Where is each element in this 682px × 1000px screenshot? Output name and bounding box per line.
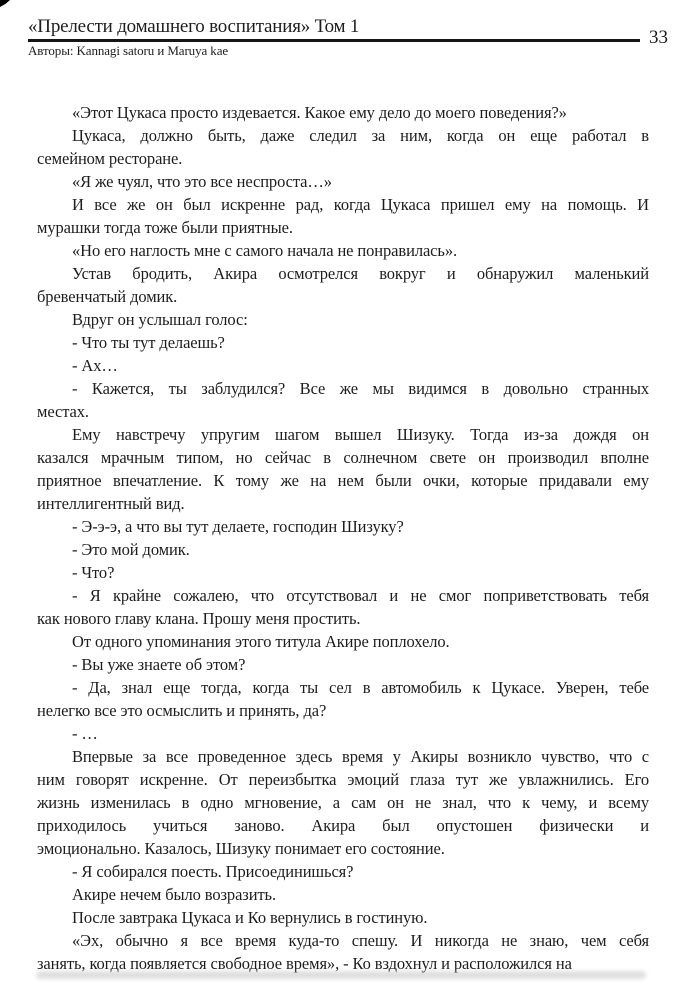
page-text — [37, 101, 649, 975]
page-header — [28, 16, 668, 59]
text-line: - Что? — [72, 563, 115, 582]
text-line: нелегко все это осмыслить и принять, да? — [37, 701, 327, 720]
authors-line: Авторы: Kannagi satoru и Maruya kae — [28, 43, 229, 58]
text-line: бревенчатый домик. — [37, 287, 178, 306]
text-line: как нового главу клана. Прошу меня простить. — [37, 609, 361, 628]
text-line: - Вы уже знаете об этом? — [72, 655, 246, 674]
text-line: И все же он был искренне рад, когда Цукаса пришел ему на помощь. И — [72, 195, 649, 214]
text-line: интеллигентный вид. — [37, 494, 185, 513]
text-line: - Да, знал еще тогда, когда ты сел в автомобиль к Цукасе. Уверен, тебе — [72, 678, 649, 697]
text-line: занять, когда появляется свободное время», - Ко вздохнул и расположился на — [37, 954, 572, 973]
text-line: ним говорят искренне. От переизбытка эмоций глаза тут же увлажнились. Его — [37, 770, 649, 789]
text-line: - … — [72, 724, 98, 743]
text-line: - Я собирался поесть. Присоединишься? — [72, 862, 354, 881]
text-line: - Э-э-э, а что вы тут делаете, господин Шизуку? — [72, 517, 404, 536]
text-line: Устав бродить, Акира осмотрелся вокруг и обнаружил маленький — [72, 264, 649, 283]
text-line: «Я же чуял, что это все неспроста…» — [72, 172, 332, 191]
text-line: - Что ты тут делаешь? — [72, 333, 225, 352]
text-line: После завтрака Цукаса и Ко вернулись в гостиную. — [72, 908, 428, 927]
text-line: местах. — [37, 402, 89, 421]
text-line: Ему навстречу упругим шагом вышел Шизуку. Тогда из-за дождя он — [72, 425, 649, 444]
header-row — [28, 16, 668, 48]
text-line: семейном ресторане. — [37, 149, 183, 168]
text-line: - Ах… — [72, 356, 118, 375]
text-line: Впервые за все проведенное здесь время у Акиры возникло чувство, что с — [72, 747, 649, 766]
title-underline — [28, 16, 640, 42]
text-line: - Я крайне сожалею, что отсутствовал и не смог поприветствовать тебя — [72, 586, 649, 605]
scan-ghost-line — [36, 971, 646, 979]
text-line: «Эх, обычно я все время куда-то спешу. И никогда не знаю, чем себя — [72, 931, 649, 950]
text-line: приятное впечатление. К тому же на нем были очки, которые придавали ему — [37, 471, 649, 490]
text-line: «Этот Цукаса просто издевается. Какое ему дело до моего поведения?» — [72, 103, 567, 122]
text-line: Цукаса, должно быть, даже следил за ним, когда он еще работал в — [72, 126, 649, 145]
text-line: От одного упоминания этого титула Акире поплохело. — [72, 632, 450, 651]
text-line: Акире нечем было возразить. — [72, 885, 277, 904]
text-line: мурашки тогда тоже были приятные. — [37, 218, 293, 237]
text-line: «Но его наглость мне с самого начала не понравилась». — [72, 241, 458, 260]
page-number: 33 — [649, 27, 668, 48]
book-title: «Прелести домашнего воспитания» Том 1 — [28, 16, 360, 37]
text-line: - Кажется, ты заблудился? Все же мы видимся в довольно странных — [72, 379, 649, 398]
text-line: казался мрачным типом, но сейчас в солнечном свете он производил вполне — [37, 448, 649, 467]
scan-corner-artifact — [0, 0, 10, 7]
text-line: приходилось учиться заново. Акира был опустошен физически и — [37, 816, 649, 835]
text-line: жизнь изменилась в одно мгновение, а сам он не знал, что к чему, и всему — [37, 793, 649, 812]
text-line: - Это мой домик. — [72, 540, 190, 559]
text-line: Вдруг он услышал голос: — [72, 310, 248, 329]
text-line: эмоционально. Казалось, Шизуку понимает его состояние. — [37, 839, 445, 858]
